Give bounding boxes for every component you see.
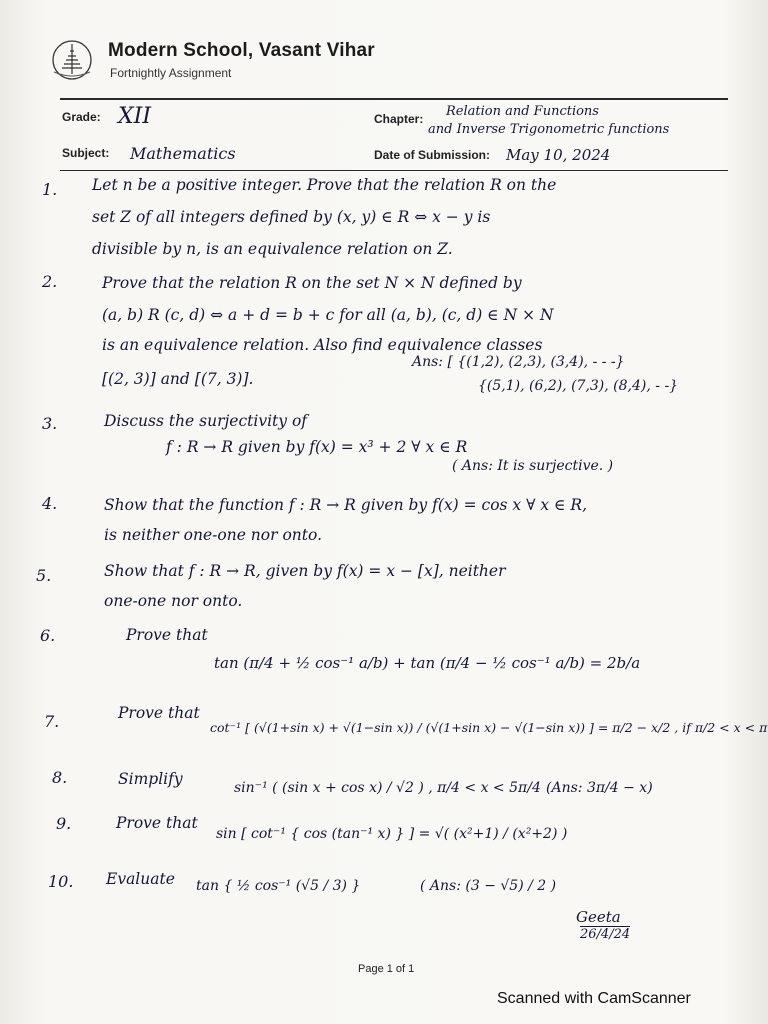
question-text-line: Show that f : R → R, given by f(x) = x − [x], neither bbox=[104, 562, 506, 580]
formula: tan { ½ cos⁻¹ (√5 / 3) } bbox=[196, 878, 361, 894]
question-number: 7. bbox=[44, 712, 60, 731]
signature-name: Geeta bbox=[576, 908, 621, 926]
date-label: Date of Submission: bbox=[374, 148, 491, 162]
chapter-label: Chapter: bbox=[374, 112, 424, 126]
question-text-line: Prove that bbox=[126, 626, 208, 644]
formula: sin [ cot⁻¹ { cos (tan⁻¹ x) } ] = √( (x²+1) / (x²+2) ) bbox=[216, 826, 568, 842]
question-text-line: Prove that bbox=[116, 814, 198, 832]
signature-date: 26/4/24 bbox=[580, 927, 631, 942]
question-number: 4. bbox=[42, 494, 58, 513]
answer-line: ( Ans: It is surjective. ) bbox=[452, 458, 614, 474]
question-text-line: is an equivalence relation. Also find equivalence classes bbox=[102, 336, 543, 354]
question-text-line: (a, b) R (c, d) ⇔ a + d = b + c for all (a, b), (c, d) ∈ N × N bbox=[102, 306, 554, 324]
question-number: 10. bbox=[48, 872, 74, 891]
scanner-watermark: Scanned with CamScanner bbox=[497, 990, 691, 1007]
question-number: 5. bbox=[36, 566, 52, 585]
question-text-line: is neither one-one nor onto. bbox=[104, 526, 322, 544]
question-text-line: one-one nor onto. bbox=[104, 592, 243, 610]
question-text-line: Prove that the relation R on the set N × N defined by bbox=[102, 274, 522, 292]
question-number: 9. bbox=[56, 814, 72, 833]
question-text-line: [(2, 3)] and [(7, 3)]. bbox=[102, 370, 254, 388]
date-value: May 10, 2024 bbox=[506, 146, 611, 164]
answer-line: {(5,1), (6,2), (7,3), (8,4), - -} bbox=[478, 378, 679, 394]
formula: cot⁻¹ [ (√(1+sin x) + √(1−sin x)) / (√(1+sin x) − √(1−sin x)) ] = π/2 − x/2 , if π/2 < x < π bbox=[210, 720, 768, 735]
grade-label: Grade: bbox=[62, 110, 101, 124]
subject-label: Subject: bbox=[62, 146, 110, 160]
question-number: 3. bbox=[42, 414, 58, 433]
teacher-signature bbox=[556, 908, 630, 942]
question-text-line: Evaluate bbox=[106, 870, 175, 888]
page-number: Page 1 of 1 bbox=[358, 963, 415, 975]
question-text-line: Prove that bbox=[118, 704, 200, 722]
question-number: 2. bbox=[42, 272, 58, 291]
formula: sin⁻¹ ( (sin x + cos x) / √2 ) , π/4 < x < 5π/4 bbox=[234, 780, 541, 796]
question-number: 6. bbox=[40, 626, 56, 645]
formula: tan (π/4 + ½ cos⁻¹ a/b) + tan (π/4 − ½ cos⁻¹ a/b) = 2b/a bbox=[214, 654, 641, 672]
question-text-line: divisible by n, is an equivalence relation on Z. bbox=[92, 240, 453, 258]
chapter-value-line1: Relation and Functions bbox=[446, 104, 599, 119]
question-text-line: Discuss the surjectivity of bbox=[104, 412, 308, 430]
grade-value: XII bbox=[118, 104, 152, 129]
assignment-subtitle: Fortnightly Assignment bbox=[110, 66, 232, 80]
answer-line: (Ans: 3π/4 − x) bbox=[546, 780, 653, 796]
question-text-line: Simplify bbox=[118, 770, 183, 788]
question-text-line: Show that the function f : R → R given by f(x) = cos x ∀ x ∈ R, bbox=[104, 496, 588, 514]
question-text-line: Let n be a positive integer. Prove that the relation R on the bbox=[92, 176, 557, 194]
answer-line: ( Ans: (3 − √5) / 2 ) bbox=[420, 878, 557, 894]
question-text-line: f : R → R given by f(x) = x³ + 2 ∀ x ∈ R bbox=[166, 438, 468, 456]
question-number: 1. bbox=[42, 180, 58, 199]
question-number: 8. bbox=[52, 768, 68, 787]
header-rule-top bbox=[60, 98, 728, 100]
subject-value: Mathematics bbox=[130, 144, 236, 163]
school-logo-icon bbox=[48, 38, 96, 82]
question-text-line: set Z of all integers defined by (x, y) ∈ R ⇔ x − y is bbox=[92, 208, 491, 226]
school-name: Modern School, Vasant Vihar bbox=[108, 40, 375, 61]
chapter-value-line2: and Inverse Trigonometric functions bbox=[428, 122, 670, 137]
answer-line: Ans: [ {(1,2), (2,3), (3,4), - - -} bbox=[412, 354, 625, 370]
